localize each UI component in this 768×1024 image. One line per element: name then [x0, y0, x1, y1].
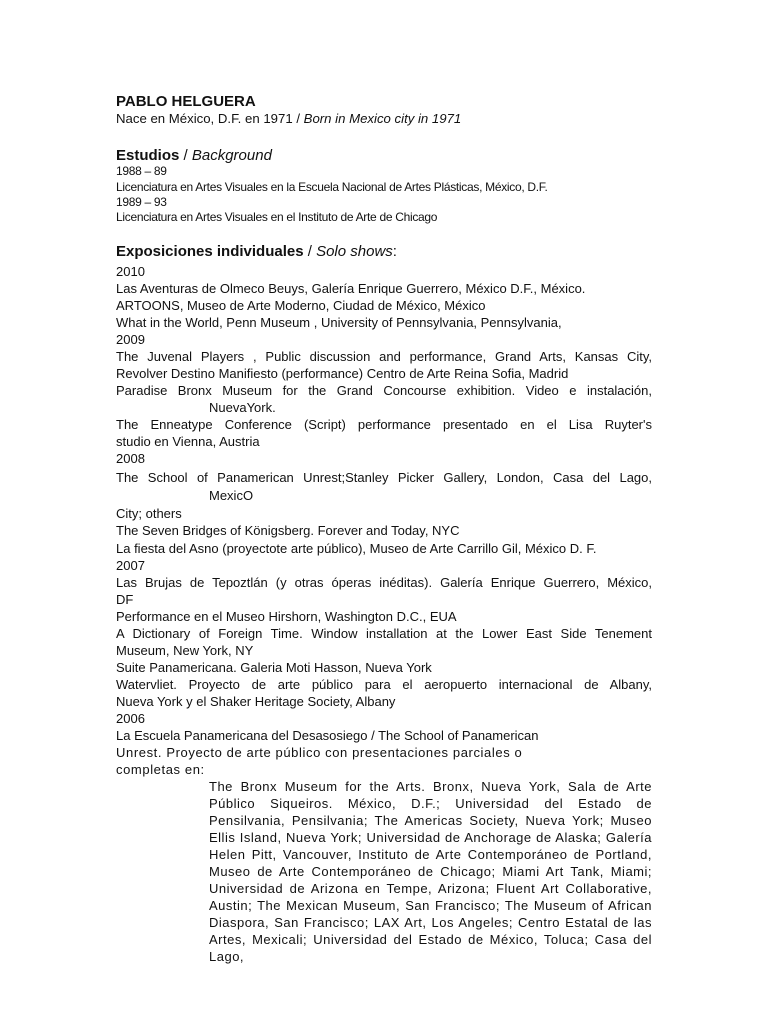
exhibition-line: The Seven Bridges of Königsberg. Forever and Today, NYC	[116, 523, 460, 538]
exhibition-line: Watervliet. Proyecto de arte público para el aeropuerto internacional de Albany,	[116, 677, 652, 692]
birth-es: Nace en México, D.F. en 1971 /	[116, 111, 304, 126]
exhibition-line: MexicO	[209, 488, 254, 503]
studies-item: Licenciatura en Artes Visuales en la Escuela Nacional de Artes Plásticas, México, D.F.	[116, 180, 548, 194]
studies-item: 1989 – 93	[116, 195, 167, 209]
year: 2007	[116, 558, 145, 573]
year: 2006	[116, 711, 145, 726]
year: 2010	[116, 264, 145, 279]
exhibition-line: Suite Panamericana. Galeria Moti Hasson, Nueva York	[116, 660, 432, 675]
artist-name: PABLO HELGUERA	[116, 93, 256, 110]
heading-separator: /	[303, 243, 317, 260]
studies-heading-en: Background	[191, 147, 272, 164]
exhibition-line: ARTOONS, Museo de Arte Moderno, Ciudad de México, México	[116, 298, 486, 313]
heading-separator: /	[179, 147, 192, 164]
exhibition-line: Paradise Bronx Museum for the Grand Concourse exhibition. Video e instalación,	[116, 383, 652, 398]
exhibition-line: Nueva York y el Shaker Heritage Society, Albany	[116, 694, 396, 709]
solo-heading-es: Exposiciones individuales	[116, 243, 304, 260]
exhibition-line: Las Brujas de Tepoztlán (y otras óperas inéditas). Galería Enrique Guerrero, México,	[116, 575, 652, 590]
heading-colon: :	[392, 243, 397, 260]
exhibition-line: What in the World, Penn Museum , University of Pennsylvania, Pennsylvania,	[116, 315, 562, 330]
birth-line	[116, 111, 461, 126]
solo-heading	[116, 243, 397, 260]
exhibition-line: completas en:	[116, 762, 205, 777]
studies-heading	[116, 147, 272, 164]
solo-heading-en: Solo shows	[316, 243, 393, 260]
exhibition-line: The School of Panamerican Unrest;Stanley Picker Gallery, London, Casa del Lago,	[116, 470, 652, 485]
venues-paragraph: The Bronx Museum for the Arts. Bronx, Nueva York, Sala de Arte Público Siqueiros. México, D.F.; Universidad del Estado de Pensilvania, Pensilvania; The Americas Society, Nueva York; Museo Ellis Island, Nueva York; Universidad de Anchorage de Alaska; Galería Helen Pitt, Vancouver, Instituto de Arte Contemporáneo de Portland, Museo de Arte Contemporáneo de Chicago; Miami Art Tank, Miami; Universidad de Arizona en Tempe, Arizona; Fluent Art Collaborative, Austin; The Mexican Museum, San Francisco; The Museum of African Diaspora, San Francisco; LAX Art, Los Angeles; Centro Estatal de las Artes, Mexicali; Universidad del Estado de México, Toluca; Casa del Lago,	[209, 779, 652, 964]
exhibition-line: NuevaYork.	[209, 400, 276, 415]
exhibition-line: The Juvenal Players , Public discussion and performance, Grand Arts, Kansas City,	[116, 349, 652, 364]
exhibition-line: Unrest. Proyecto de arte público con presentaciones parciales o	[116, 745, 523, 760]
studies-item: 1988 – 89	[116, 164, 167, 178]
exhibition-line: La Escuela Panamericana del Desasosiego / The School of Panamerican	[116, 728, 539, 743]
exhibition-line: La fiesta del Asno (proyectote arte público), Museo de Arte Carrillo Gil, México D. F.	[116, 541, 597, 556]
exhibition-line: A Dictionary of Foreign Time. Window installation at the Lower East Side Tenement	[116, 626, 652, 641]
exhibition-line: City; others	[116, 506, 182, 521]
exhibition-line: studio en Vienna, Austria	[116, 434, 260, 449]
studies-heading-es: Estudios	[116, 147, 180, 164]
exhibition-line: Revolver Destino Manifiesto (performance) Centro de Arte Reina Sofia, Madrid	[116, 366, 569, 381]
year: 2009	[116, 332, 145, 347]
exhibition-line: Performance en el Museo Hirshorn, Washington D.C., EUA	[116, 609, 457, 624]
birth-en: Born in Mexico city in 1971	[303, 111, 462, 126]
exhibition-line: Museum, New York, NY	[116, 643, 254, 658]
exhibition-line: DF	[116, 592, 134, 607]
studies-item: Licenciatura en Artes Visuales en el Instituto de Arte de Chicago	[116, 210, 438, 224]
exhibition-line: The Enneatype Conference (Script) performance presentado en el Lisa Ruyter's	[116, 417, 652, 432]
exhibition-line: Las Aventuras de Olmeco Beuys, Galería Enrique Guerrero, México D.F., México.	[116, 281, 586, 296]
year: 2008	[116, 451, 145, 466]
